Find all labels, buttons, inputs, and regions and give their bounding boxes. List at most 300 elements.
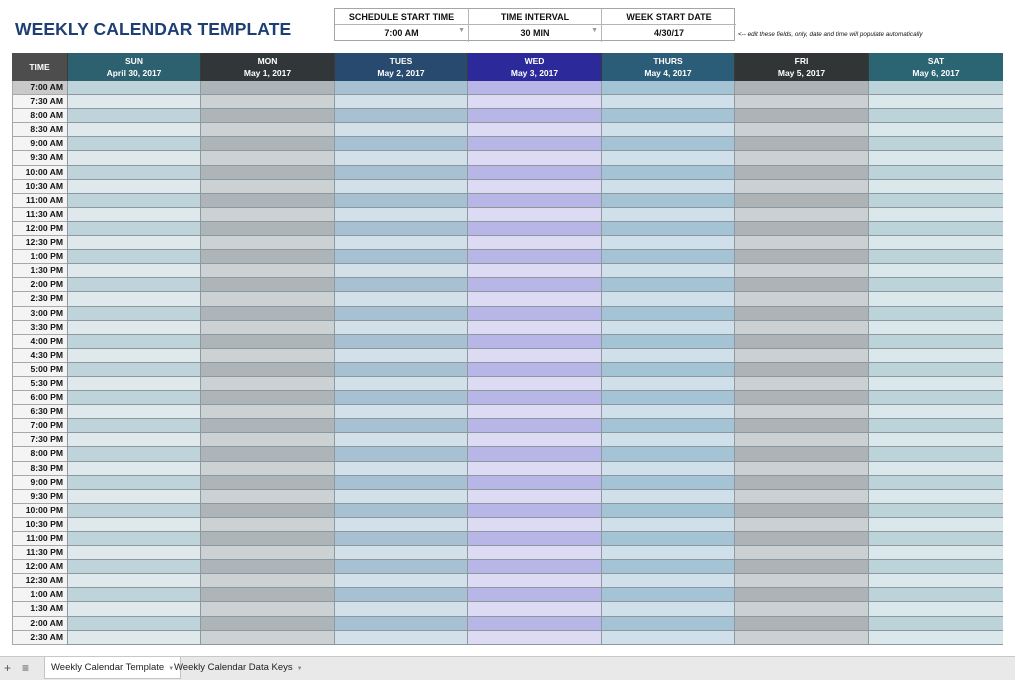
- schedule-cell-sat[interactable]: [868, 278, 1003, 292]
- schedule-cell-tues[interactable]: [334, 504, 467, 518]
- schedule-cell-fri[interactable]: [734, 208, 868, 222]
- schedule-cell-wed[interactable]: [467, 137, 601, 151]
- schedule-cell-sun[interactable]: [67, 518, 200, 532]
- schedule-cell-wed[interactable]: [467, 194, 601, 208]
- schedule-cell-wed[interactable]: [467, 433, 601, 447]
- schedule-cell-thurs[interactable]: [601, 81, 734, 95]
- schedule-cell-tues[interactable]: [334, 447, 467, 461]
- schedule-cell-tues[interactable]: [334, 546, 467, 560]
- schedule-cell-fri[interactable]: [734, 419, 868, 433]
- schedule-cell-tues[interactable]: [334, 307, 467, 321]
- schedule-cell-fri[interactable]: [734, 180, 868, 194]
- schedule-cell-tues[interactable]: [334, 81, 467, 95]
- schedule-cell-sat[interactable]: [868, 447, 1003, 461]
- schedule-cell-sat[interactable]: [868, 208, 1003, 222]
- schedule-cell-fri[interactable]: [734, 109, 868, 123]
- schedule-cell-tues[interactable]: [334, 123, 467, 137]
- schedule-cell-fri[interactable]: [734, 462, 868, 476]
- schedule-cell-mon[interactable]: [200, 518, 334, 532]
- schedule-cell-mon[interactable]: [200, 391, 334, 405]
- schedule-cell-sun[interactable]: [67, 151, 200, 165]
- schedule-cell-mon[interactable]: [200, 180, 334, 194]
- schedule-cell-sat[interactable]: [868, 222, 1003, 236]
- schedule-cell-sat[interactable]: [868, 560, 1003, 574]
- schedule-cell-fri[interactable]: [734, 433, 868, 447]
- schedule-cell-tues[interactable]: [334, 264, 467, 278]
- schedule-cell-mon[interactable]: [200, 405, 334, 419]
- schedule-cell-sun[interactable]: [67, 208, 200, 222]
- schedule-cell-sat[interactable]: [868, 532, 1003, 546]
- schedule-cell-tues[interactable]: [334, 250, 467, 264]
- schedule-cell-tues[interactable]: [334, 292, 467, 306]
- schedule-cell-fri[interactable]: [734, 546, 868, 560]
- schedule-cell-fri[interactable]: [734, 123, 868, 137]
- schedule-cell-fri[interactable]: [734, 250, 868, 264]
- schedule-cell-thurs[interactable]: [601, 518, 734, 532]
- schedule-cell-tues[interactable]: [334, 335, 467, 349]
- schedule-cell-thurs[interactable]: [601, 617, 734, 631]
- schedule-cell-mon[interactable]: [200, 419, 334, 433]
- schedule-cell-thurs[interactable]: [601, 180, 734, 194]
- schedule-cell-fri[interactable]: [734, 405, 868, 419]
- schedule-cell-thurs[interactable]: [601, 631, 734, 645]
- schedule-cell-fri[interactable]: [734, 264, 868, 278]
- schedule-cell-fri[interactable]: [734, 236, 868, 250]
- schedule-cell-fri[interactable]: [734, 321, 868, 335]
- schedule-cell-mon[interactable]: [200, 109, 334, 123]
- schedule-cell-wed[interactable]: [467, 180, 601, 194]
- schedule-cell-sat[interactable]: [868, 602, 1003, 616]
- add-sheet-icon[interactable]: +: [4, 661, 12, 675]
- schedule-cell-fri[interactable]: [734, 490, 868, 504]
- schedule-cell-fri[interactable]: [734, 292, 868, 306]
- schedule-cell-tues[interactable]: [334, 433, 467, 447]
- schedule-cell-tues[interactable]: [334, 462, 467, 476]
- schedule-cell-fri[interactable]: [734, 560, 868, 574]
- schedule-cell-tues[interactable]: [334, 222, 467, 236]
- schedule-cell-wed[interactable]: [467, 631, 601, 645]
- schedule-cell-wed[interactable]: [467, 222, 601, 236]
- schedule-cell-fri[interactable]: [734, 194, 868, 208]
- tab-weekly-calendar-data-keys[interactable]: [168, 657, 309, 679]
- time-rows: [12, 81, 1003, 645]
- schedule-cell-thurs[interactable]: [601, 321, 734, 335]
- schedule-cell-fri[interactable]: [734, 222, 868, 236]
- schedule-cell-sat[interactable]: [868, 546, 1003, 560]
- schedule-cell-wed[interactable]: [467, 602, 601, 616]
- schedule-cell-sun[interactable]: [67, 447, 200, 461]
- schedule-cell-tues[interactable]: [334, 405, 467, 419]
- schedule-cell-mon[interactable]: [200, 631, 334, 645]
- schedule-cell-sat[interactable]: [868, 433, 1003, 447]
- schedule-cell-fri[interactable]: [734, 518, 868, 532]
- schedule-cell-thurs[interactable]: [601, 109, 734, 123]
- schedule-cell-sat[interactable]: [868, 250, 1003, 264]
- schedule-cell-tues[interactable]: [334, 574, 467, 588]
- schedule-cell-sun[interactable]: [67, 419, 200, 433]
- schedule-cell-sun[interactable]: [67, 250, 200, 264]
- schedule-cell-tues[interactable]: [334, 490, 467, 504]
- time-row: [12, 292, 1003, 306]
- schedule-cell-thurs[interactable]: [601, 264, 734, 278]
- schedule-cell-thurs[interactable]: [601, 405, 734, 419]
- schedule-cell-sat[interactable]: [868, 377, 1003, 391]
- schedule-cell-sat[interactable]: [868, 292, 1003, 306]
- schedule-cell-thurs[interactable]: [601, 194, 734, 208]
- schedule-cell-sat[interactable]: [868, 321, 1003, 335]
- schedule-cell-thurs[interactable]: [601, 602, 734, 616]
- schedule-cell-sun[interactable]: [67, 95, 200, 109]
- schedule-cell-sun[interactable]: [67, 180, 200, 194]
- schedule-cell-thurs[interactable]: [601, 278, 734, 292]
- schedule-cell-wed[interactable]: [467, 532, 601, 546]
- schedule-cell-tues[interactable]: [334, 560, 467, 574]
- schedule-cell-thurs[interactable]: [601, 504, 734, 518]
- schedule-cell-sun[interactable]: [67, 278, 200, 292]
- schedule-cell-tues[interactable]: [334, 151, 467, 165]
- schedule-cell-sun[interactable]: [67, 321, 200, 335]
- schedule-cell-fri[interactable]: [734, 335, 868, 349]
- schedule-cell-mon[interactable]: [200, 504, 334, 518]
- schedule-cell-thurs[interactable]: [601, 250, 734, 264]
- schedule-cell-thurs[interactable]: [601, 433, 734, 447]
- schedule-cell-sun[interactable]: [67, 292, 200, 306]
- schedule-cell-mon[interactable]: [200, 433, 334, 447]
- schedule-cell-wed[interactable]: [467, 278, 601, 292]
- schedule-cell-thurs[interactable]: [601, 151, 734, 165]
- tab-menu-icon[interactable]: ▼: [296, 666, 303, 672]
- schedule-cell-tues[interactable]: [334, 377, 467, 391]
- schedule-cell-mon[interactable]: [200, 250, 334, 264]
- schedule-cell-sun[interactable]: [67, 574, 200, 588]
- schedule-cell-fri[interactable]: [734, 588, 868, 602]
- schedule-cell-tues[interactable]: [334, 208, 467, 222]
- schedule-cell-wed[interactable]: [467, 95, 601, 109]
- schedule-cell-wed[interactable]: [467, 123, 601, 137]
- schedule-cell-sat[interactable]: [868, 307, 1003, 321]
- schedule-cell-wed[interactable]: [467, 292, 601, 306]
- schedule-cell-mon[interactable]: [200, 574, 334, 588]
- schedule-cell-mon[interactable]: [200, 194, 334, 208]
- schedule-cell-tues[interactable]: [334, 363, 467, 377]
- schedule-cell-mon[interactable]: [200, 335, 334, 349]
- dropdown-caret-icon[interactable]: ▼: [458, 27, 465, 34]
- schedule-cell-fri[interactable]: [734, 532, 868, 546]
- schedule-cell-tues[interactable]: [334, 602, 467, 616]
- schedule-cell-mon[interactable]: [200, 602, 334, 616]
- schedule-cell-mon[interactable]: [200, 462, 334, 476]
- schedule-cell-mon[interactable]: [200, 151, 334, 165]
- schedule-cell-wed[interactable]: [467, 208, 601, 222]
- schedule-cell-wed[interactable]: [467, 476, 601, 490]
- schedule-cell-sat[interactable]: [868, 588, 1003, 602]
- schedule-cell-wed[interactable]: [467, 447, 601, 461]
- schedule-cell-wed[interactable]: [467, 419, 601, 433]
- schedule-cell-wed[interactable]: [467, 462, 601, 476]
- schedule-cell-wed[interactable]: [467, 81, 601, 95]
- schedule-cell-sun[interactable]: [67, 264, 200, 278]
- schedule-cell-sat[interactable]: [868, 166, 1003, 180]
- schedule-cell-wed[interactable]: [467, 490, 601, 504]
- dropdown-caret-icon[interactable]: ▼: [591, 27, 598, 34]
- schedule-cell-wed[interactable]: [467, 405, 601, 419]
- schedule-cell-thurs[interactable]: [601, 95, 734, 109]
- schedule-cell-sat[interactable]: [868, 391, 1003, 405]
- schedule-cell-sat[interactable]: [868, 109, 1003, 123]
- schedule-cell-tues[interactable]: [334, 617, 467, 631]
- schedule-cell-wed[interactable]: [467, 546, 601, 560]
- schedule-cell-sun[interactable]: [67, 462, 200, 476]
- schedule-cell-tues[interactable]: [334, 588, 467, 602]
- schedule-cell-sat[interactable]: [868, 349, 1003, 363]
- calendar-grid: [12, 53, 1003, 651]
- time-label: 10:00 AM: [12, 166, 67, 180]
- schedule-cell-thurs[interactable]: [601, 123, 734, 137]
- schedule-cell-fri[interactable]: [734, 574, 868, 588]
- schedule-cell-thurs[interactable]: [601, 574, 734, 588]
- schedule-cell-wed[interactable]: [467, 617, 601, 631]
- schedule-cell-sat[interactable]: [868, 462, 1003, 476]
- schedule-cell-thurs[interactable]: [601, 208, 734, 222]
- schedule-cell-wed[interactable]: [467, 307, 601, 321]
- schedule-cell-sun[interactable]: [67, 377, 200, 391]
- schedule-cell-thurs[interactable]: [601, 307, 734, 321]
- schedule-cell-fri[interactable]: [734, 476, 868, 490]
- schedule-cell-sat[interactable]: [868, 490, 1003, 504]
- schedule-cell-thurs[interactable]: [601, 588, 734, 602]
- schedule-cell-tues[interactable]: [334, 532, 467, 546]
- schedule-cell-fri[interactable]: [734, 631, 868, 645]
- schedule-cell-wed[interactable]: [467, 574, 601, 588]
- schedule-cell-thurs[interactable]: [601, 419, 734, 433]
- schedule-cell-thurs[interactable]: [601, 532, 734, 546]
- schedule-cell-wed[interactable]: [467, 250, 601, 264]
- schedule-cell-wed[interactable]: [467, 264, 601, 278]
- schedule-cell-sun[interactable]: [67, 433, 200, 447]
- schedule-cell-mon[interactable]: [200, 137, 334, 151]
- schedule-cell-fri[interactable]: [734, 377, 868, 391]
- schedule-cell-sat[interactable]: [868, 504, 1003, 518]
- schedule-cell-fri[interactable]: [734, 278, 868, 292]
- schedule-cell-fri[interactable]: [734, 166, 868, 180]
- schedule-start-time-field[interactable]: [335, 25, 469, 42]
- schedule-cell-fri[interactable]: [734, 617, 868, 631]
- schedule-cell-wed[interactable]: [467, 349, 601, 363]
- schedule-cell-sat[interactable]: [868, 574, 1003, 588]
- schedule-cell-sat[interactable]: [868, 81, 1003, 95]
- schedule-cell-thurs[interactable]: [601, 349, 734, 363]
- day-name: THURS: [653, 55, 683, 66]
- schedule-cell-tues[interactable]: [334, 194, 467, 208]
- schedule-cell-mon[interactable]: [200, 166, 334, 180]
- schedule-cell-thurs[interactable]: [601, 560, 734, 574]
- schedule-cell-sat[interactable]: [868, 194, 1003, 208]
- schedule-cell-sat[interactable]: [868, 335, 1003, 349]
- schedule-cell-thurs[interactable]: [601, 546, 734, 560]
- schedule-cell-thurs[interactable]: [601, 166, 734, 180]
- schedule-cell-thurs[interactable]: [601, 236, 734, 250]
- schedule-cell-sat[interactable]: [868, 476, 1003, 490]
- schedule-cell-wed[interactable]: [467, 151, 601, 165]
- schedule-cell-sat[interactable]: [868, 180, 1003, 194]
- schedule-cell-sun[interactable]: [67, 476, 200, 490]
- schedule-cell-sun[interactable]: [67, 560, 200, 574]
- schedule-cell-mon[interactable]: [200, 349, 334, 363]
- schedule-cell-mon[interactable]: [200, 307, 334, 321]
- schedule-cell-tues[interactable]: [334, 95, 467, 109]
- schedule-cell-tues[interactable]: [334, 349, 467, 363]
- schedule-cell-sat[interactable]: [868, 631, 1003, 645]
- schedule-cell-tues[interactable]: [334, 166, 467, 180]
- schedule-cell-sun[interactable]: [67, 490, 200, 504]
- schedule-cell-sun[interactable]: [67, 81, 200, 95]
- schedule-cell-tues[interactable]: [334, 278, 467, 292]
- schedule-cell-sat[interactable]: [868, 518, 1003, 532]
- schedule-cell-thurs[interactable]: [601, 377, 734, 391]
- schedule-cell-mon[interactable]: [200, 321, 334, 335]
- schedule-cell-tues[interactable]: [334, 109, 467, 123]
- schedule-cell-sun[interactable]: [67, 123, 200, 137]
- schedule-cell-tues[interactable]: [334, 476, 467, 490]
- schedule-cell-fri[interactable]: [734, 447, 868, 461]
- schedule-cell-thurs[interactable]: [601, 391, 734, 405]
- schedule-cell-tues[interactable]: [334, 236, 467, 250]
- time-row: [12, 166, 1003, 180]
- schedule-cell-thurs[interactable]: [601, 335, 734, 349]
- schedule-cell-fri[interactable]: [734, 504, 868, 518]
- schedule-cell-mon[interactable]: [200, 292, 334, 306]
- schedule-cell-wed[interactable]: [467, 363, 601, 377]
- time-label: 2:30 PM: [12, 292, 67, 306]
- schedule-cell-sat[interactable]: [868, 363, 1003, 377]
- time-interval-field[interactable]: [469, 25, 602, 42]
- schedule-cell-wed[interactable]: [467, 321, 601, 335]
- schedule-cell-sun[interactable]: [67, 222, 200, 236]
- schedule-cell-sat[interactable]: [868, 151, 1003, 165]
- schedule-cell-thurs[interactable]: [601, 462, 734, 476]
- schedule-cell-sun[interactable]: [67, 602, 200, 616]
- schedule-cell-thurs[interactable]: [601, 490, 734, 504]
- schedule-cell-fri[interactable]: [734, 137, 868, 151]
- schedule-cell-wed[interactable]: [467, 109, 601, 123]
- schedule-cell-sat[interactable]: [868, 405, 1003, 419]
- schedule-cell-fri[interactable]: [734, 349, 868, 363]
- schedule-cell-fri[interactable]: [734, 363, 868, 377]
- schedule-cell-tues[interactable]: [334, 321, 467, 335]
- time-label: 2:00 PM: [12, 278, 67, 292]
- tab-weekly-calendar-template[interactable]: [44, 657, 181, 679]
- schedule-cell-fri[interactable]: [734, 81, 868, 95]
- schedule-cell-fri[interactable]: [734, 95, 868, 109]
- schedule-cell-sun[interactable]: [67, 391, 200, 405]
- schedule-cell-wed[interactable]: [467, 560, 601, 574]
- schedule-cell-mon[interactable]: [200, 208, 334, 222]
- schedule-cell-wed[interactable]: [467, 504, 601, 518]
- schedule-cell-sun[interactable]: [67, 194, 200, 208]
- schedule-cell-sun[interactable]: [67, 335, 200, 349]
- schedule-cell-sun[interactable]: [67, 137, 200, 151]
- schedule-cell-mon[interactable]: [200, 222, 334, 236]
- schedule-cell-tues[interactable]: [334, 419, 467, 433]
- schedule-cell-fri[interactable]: [734, 602, 868, 616]
- schedule-cell-mon[interactable]: [200, 123, 334, 137]
- schedule-cell-tues[interactable]: [334, 137, 467, 151]
- schedule-cell-tues[interactable]: [334, 631, 467, 645]
- schedule-cell-sun[interactable]: [67, 546, 200, 560]
- schedule-cell-mon[interactable]: [200, 363, 334, 377]
- schedule-cell-sun[interactable]: [67, 532, 200, 546]
- schedule-cell-mon[interactable]: [200, 264, 334, 278]
- schedule-cell-sat[interactable]: [868, 95, 1003, 109]
- schedule-cell-wed[interactable]: [467, 588, 601, 602]
- schedule-cell-sat[interactable]: [868, 419, 1003, 433]
- schedule-cell-mon[interactable]: [200, 377, 334, 391]
- schedule-cell-wed[interactable]: [467, 377, 601, 391]
- schedule-cell-mon[interactable]: [200, 617, 334, 631]
- schedule-cell-mon[interactable]: [200, 95, 334, 109]
- schedule-cell-fri[interactable]: [734, 391, 868, 405]
- schedule-cell-sat[interactable]: [868, 264, 1003, 278]
- schedule-cell-tues[interactable]: [334, 518, 467, 532]
- schedule-cell-mon[interactable]: [200, 532, 334, 546]
- schedule-cell-sat[interactable]: [868, 617, 1003, 631]
- schedule-cell-mon[interactable]: [200, 490, 334, 504]
- schedule-cell-wed[interactable]: [467, 236, 601, 250]
- schedule-cell-sat[interactable]: [868, 137, 1003, 151]
- schedule-cell-sun[interactable]: [67, 166, 200, 180]
- schedule-cell-thurs[interactable]: [601, 476, 734, 490]
- schedule-cell-wed[interactable]: [467, 335, 601, 349]
- schedule-cell-sat[interactable]: [868, 123, 1003, 137]
- schedule-cell-sun[interactable]: [67, 588, 200, 602]
- schedule-cell-thurs[interactable]: [601, 447, 734, 461]
- schedule-cell-sun[interactable]: [67, 236, 200, 250]
- schedule-cell-thurs[interactable]: [601, 363, 734, 377]
- schedule-cell-sun[interactable]: [67, 109, 200, 123]
- schedule-cell-thurs[interactable]: [601, 222, 734, 236]
- schedule-cell-fri[interactable]: [734, 151, 868, 165]
- schedule-cell-fri[interactable]: [734, 307, 868, 321]
- schedule-cell-thurs[interactable]: [601, 137, 734, 151]
- schedule-cell-mon[interactable]: [200, 476, 334, 490]
- tab-menu-icon[interactable]: ▼: [168, 666, 175, 672]
- schedule-cell-wed[interactable]: [467, 518, 601, 532]
- schedule-cell-mon[interactable]: [200, 560, 334, 574]
- schedule-cell-sun[interactable]: [67, 405, 200, 419]
- schedule-cell-sun[interactable]: [67, 349, 200, 363]
- schedule-cell-wed[interactable]: [467, 166, 601, 180]
- schedule-cell-sun[interactable]: [67, 363, 200, 377]
- schedule-cell-sat[interactable]: [868, 236, 1003, 250]
- schedule-cell-thurs[interactable]: [601, 292, 734, 306]
- schedule-cell-mon[interactable]: [200, 447, 334, 461]
- schedule-cell-mon[interactable]: [200, 81, 334, 95]
- schedule-cell-wed[interactable]: [467, 391, 601, 405]
- schedule-cell-sun[interactable]: [67, 307, 200, 321]
- schedule-cell-mon[interactable]: [200, 278, 334, 292]
- schedule-cell-tues[interactable]: [334, 391, 467, 405]
- sheet-list-icon[interactable]: ≡: [22, 661, 30, 675]
- schedule-cell-mon[interactable]: [200, 546, 334, 560]
- time-label: 7:30 AM: [12, 95, 67, 109]
- schedule-cell-sun[interactable]: [67, 631, 200, 645]
- schedule-cell-mon[interactable]: [200, 236, 334, 250]
- schedule-cell-tues[interactable]: [334, 180, 467, 194]
- week-start-date-field[interactable]: [602, 25, 736, 42]
- schedule-cell-sun[interactable]: [67, 504, 200, 518]
- schedule-cell-sun[interactable]: [67, 617, 200, 631]
- schedule-cell-mon[interactable]: [200, 588, 334, 602]
